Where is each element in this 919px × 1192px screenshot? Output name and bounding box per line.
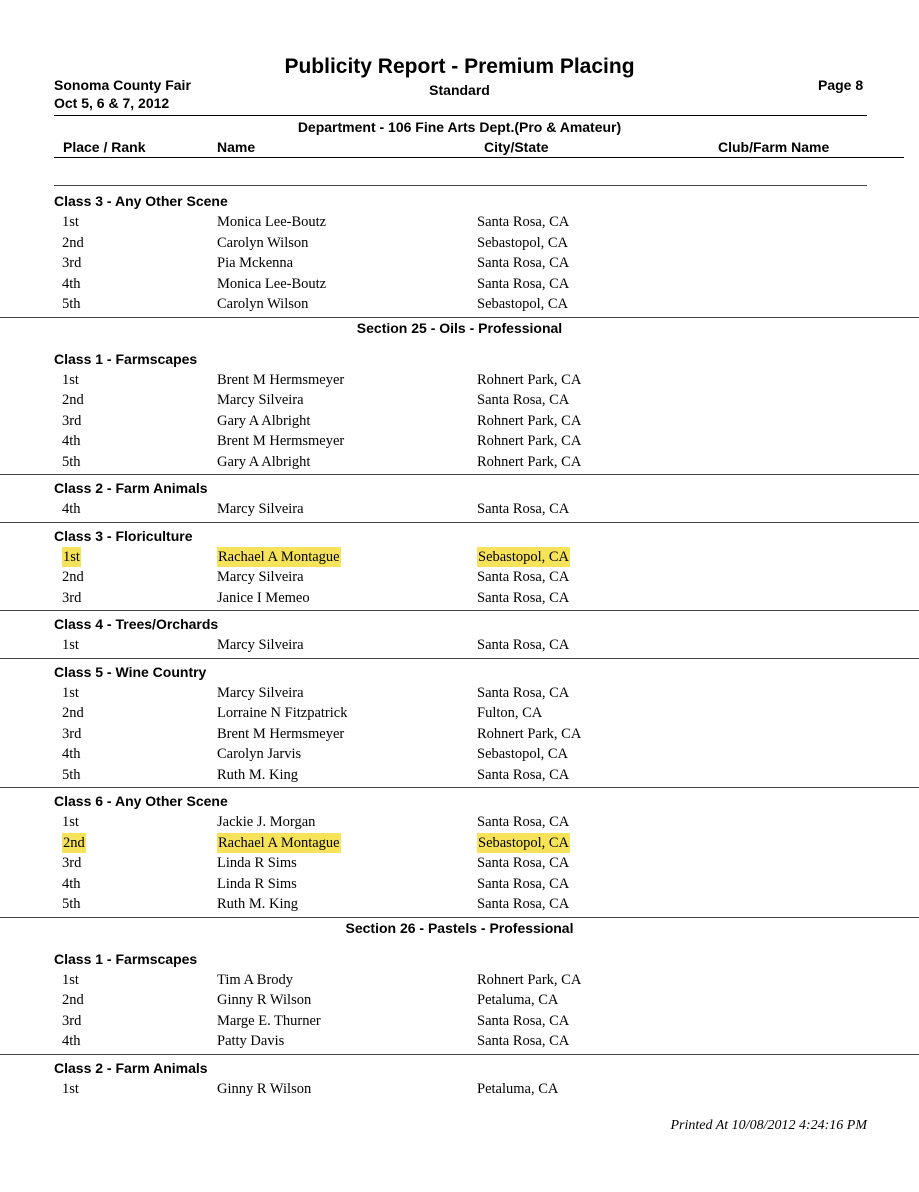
entry-name: Rachael A Montague <box>218 548 340 565</box>
entry-name: Patty Davis <box>217 1033 285 1049</box>
entry-row <box>0 894 919 915</box>
entry-name: Lorraine N Fitzpatrick <box>217 705 348 721</box>
entry-row <box>0 452 919 473</box>
section-header <box>0 317 919 346</box>
entry-row <box>0 370 919 391</box>
class-title: Class 5 - Wine Country <box>54 663 207 680</box>
entry-city: Sebastopol, CA <box>477 296 569 312</box>
entry-row <box>0 212 919 233</box>
entry-city: Santa Rosa, CA <box>477 814 570 830</box>
entry-row <box>0 635 919 656</box>
entry-place: 4th <box>62 746 81 762</box>
entry-city: Santa Rosa, CA <box>477 896 570 912</box>
class-title: Class 3 - Floriculture <box>54 527 193 544</box>
entry-row <box>0 233 919 254</box>
section-title: Section 26 - Pastels - Professional <box>345 919 574 936</box>
entry-city: Santa Rosa, CA <box>477 392 570 408</box>
class-block <box>0 188 919 317</box>
entry-city: Rohnert Park, CA <box>477 453 582 470</box>
class-block <box>0 522 919 611</box>
content-top-rule <box>54 185 867 186</box>
department-title: Department - 106 Fine Arts Dept.(Pro & Amateur) <box>297 119 622 135</box>
entry-name: Pia Mckenna <box>217 255 294 271</box>
entry-row <box>0 1031 919 1052</box>
report-body <box>0 188 919 1101</box>
entry-place: 4th <box>62 875 81 892</box>
entry-place: 4th <box>62 1033 81 1049</box>
entry-place: 1st <box>62 637 79 653</box>
entry-city: Santa Rosa, CA <box>477 1012 570 1029</box>
entry-row <box>0 431 919 452</box>
entry-name: Linda R Sims <box>217 875 297 892</box>
entry-name: Marcy Silveira <box>217 569 304 585</box>
entry-city: Santa Rosa, CA <box>477 684 570 701</box>
entry-city: Santa Rosa, CA <box>477 569 570 585</box>
entry-place: 2nd <box>62 992 84 1008</box>
entry-city: Santa Rosa, CA <box>477 766 570 783</box>
entry-city: Rohnert Park, CA <box>477 971 582 988</box>
entry-row <box>0 567 919 588</box>
entry-city: Sebastopol, CA <box>477 234 569 251</box>
entry-city: Santa Rosa, CA <box>477 637 570 653</box>
entry-name: Brent M Hermsmeyer <box>217 725 345 742</box>
entry-name: Brent M Hermsmeyer <box>217 433 345 449</box>
entry-name: Monica Lee-Boutz <box>217 214 327 230</box>
entry-city: Sebastopol, CA <box>478 548 570 565</box>
entry-row <box>0 547 919 568</box>
entry-city: Santa Rosa, CA <box>477 501 570 517</box>
entry-city: Santa Rosa, CA <box>477 275 570 292</box>
section-header <box>0 917 919 946</box>
class-block <box>0 346 919 475</box>
entry-row <box>0 253 919 274</box>
class-block <box>0 658 919 788</box>
entry-row <box>0 744 919 765</box>
entry-name: Marcy Silveira <box>217 392 304 408</box>
entry-row <box>0 812 919 833</box>
entry-name: Marcy Silveira <box>217 684 304 701</box>
entry-row <box>0 588 919 609</box>
entry-row <box>0 833 919 854</box>
entry-name: Jackie J. Morgan <box>217 814 316 830</box>
entry-city: Santa Rosa, CA <box>477 1033 570 1049</box>
entry-name: Brent M Hermsmeyer <box>217 371 345 388</box>
column-header-rule <box>54 157 904 158</box>
entry-place: 2nd <box>62 705 84 721</box>
entry-name: Ginny R Wilson <box>217 992 312 1008</box>
entry-city: Sebastopol, CA <box>477 746 569 762</box>
class-title: Class 3 - Any Other Scene <box>54 193 228 209</box>
entry-name: Janice I Memeo <box>217 589 310 606</box>
entry-row <box>0 703 919 724</box>
entry-name: Rachael A Montague <box>218 834 340 851</box>
entry-name: Carolyn Wilson <box>217 234 309 251</box>
entry-row <box>0 724 919 745</box>
entry-city: Rohnert Park, CA <box>477 412 582 429</box>
entry-row <box>0 390 919 411</box>
entry-name: Gary A Albright <box>217 453 311 470</box>
entry-row <box>0 683 919 704</box>
entry-place: 3rd <box>62 412 82 429</box>
entry-city: Rohnert Park, CA <box>477 433 582 449</box>
class-title: Class 1 - Farmscapes <box>54 950 198 967</box>
entry-city: Fulton, CA <box>477 705 543 721</box>
class-block <box>0 1054 919 1102</box>
entry-place: 3rd <box>62 855 82 871</box>
entry-row <box>0 970 919 991</box>
entry-row <box>0 874 919 895</box>
entry-name: Linda R Sims <box>217 855 297 871</box>
entry-place: 5th <box>62 896 81 912</box>
class-block <box>0 946 919 1054</box>
entry-place: 4th <box>62 501 81 517</box>
entry-row <box>0 294 919 315</box>
class-block <box>0 787 919 917</box>
section-title: Section 25 - Oils - Professional <box>356 319 563 336</box>
column-header-club-farm: Club/Farm Name <box>718 139 830 155</box>
entry-name: Marcy Silveira <box>217 501 304 517</box>
entry-city: Santa Rosa, CA <box>477 255 570 271</box>
entry-city: Santa Rosa, CA <box>477 875 570 892</box>
entry-name: Marcy Silveira <box>217 637 304 653</box>
entry-name: Tim A Brody <box>217 971 294 988</box>
entry-place: 1st <box>62 1080 79 1097</box>
entry-place: 5th <box>62 296 81 312</box>
entry-name: Ruth M. King <box>217 766 298 783</box>
entry-place: 1st <box>63 548 80 565</box>
entry-place: 1st <box>62 971 79 988</box>
organization-name: Sonoma County Fair <box>54 77 191 93</box>
class-block <box>0 474 919 522</box>
entry-name: Marge E. Thurner <box>217 1012 321 1029</box>
entry-row <box>0 274 919 295</box>
class-title: Class 2 - Farm Animals <box>54 1059 208 1076</box>
entry-row <box>0 1011 919 1032</box>
entry-city: Petaluma, CA <box>477 1080 559 1097</box>
entry-city: Santa Rosa, CA <box>477 214 570 230</box>
printed-timestamp: Printed At 10/08/2012 4:24:16 PM <box>670 1118 867 1133</box>
class-title: Class 4 - Trees/Orchards <box>54 616 219 632</box>
entry-row <box>0 499 919 520</box>
entry-place: 1st <box>62 814 79 830</box>
entry-place: 3rd <box>62 725 82 742</box>
entry-place: 2nd <box>62 234 84 251</box>
entry-place: 2nd <box>63 834 85 851</box>
entry-place: 2nd <box>62 392 84 408</box>
entry-place: 1st <box>62 684 79 701</box>
entry-place: 3rd <box>62 255 82 271</box>
entry-city: Santa Rosa, CA <box>477 589 570 606</box>
entry-city: Sebastopol, CA <box>478 834 570 851</box>
class-block <box>0 610 919 658</box>
column-header-city-state: City/State <box>484 139 549 155</box>
report-title: Publicity Report - Premium Placing <box>284 55 635 78</box>
event-dates: Oct 5, 6 & 7, 2012 <box>54 95 170 111</box>
entry-row <box>0 853 919 874</box>
column-header-name: Name <box>217 139 256 155</box>
page-number: Page 8 <box>818 77 864 93</box>
entry-name: Ruth M. King <box>217 896 298 912</box>
header-rule <box>54 115 867 116</box>
entry-city: Rohnert Park, CA <box>477 371 582 388</box>
entry-name: Ginny R Wilson <box>217 1080 312 1097</box>
entry-row <box>0 1079 919 1100</box>
entry-place: 3rd <box>62 589 82 606</box>
entry-city: Santa Rosa, CA <box>477 855 570 871</box>
entry-row <box>0 990 919 1011</box>
entry-place: 5th <box>62 766 81 783</box>
entry-row <box>0 765 919 786</box>
entry-city: Petaluma, CA <box>477 992 559 1008</box>
entry-place: 3rd <box>62 1012 82 1029</box>
report-subtitle: Standard <box>429 82 490 98</box>
entry-name: Carolyn Jarvis <box>217 746 302 762</box>
entry-place: 4th <box>62 433 81 449</box>
class-title: Class 6 - Any Other Scene <box>54 793 228 809</box>
entry-city: Rohnert Park, CA <box>477 725 582 742</box>
entry-place: 2nd <box>62 569 84 585</box>
entry-name: Carolyn Wilson <box>217 296 309 312</box>
column-header-place-rank: Place / Rank <box>63 139 146 155</box>
entry-place: 5th <box>62 453 81 470</box>
class-title: Class 2 - Farm Animals <box>54 480 208 496</box>
entry-place: 1st <box>62 371 79 388</box>
entry-place: 4th <box>62 275 81 292</box>
entry-place: 1st <box>62 214 79 230</box>
entry-name: Monica Lee-Boutz <box>217 275 327 292</box>
entry-name: Gary A Albright <box>217 412 311 429</box>
entry-row <box>0 411 919 432</box>
class-title: Class 1 - Farmscapes <box>54 350 198 367</box>
